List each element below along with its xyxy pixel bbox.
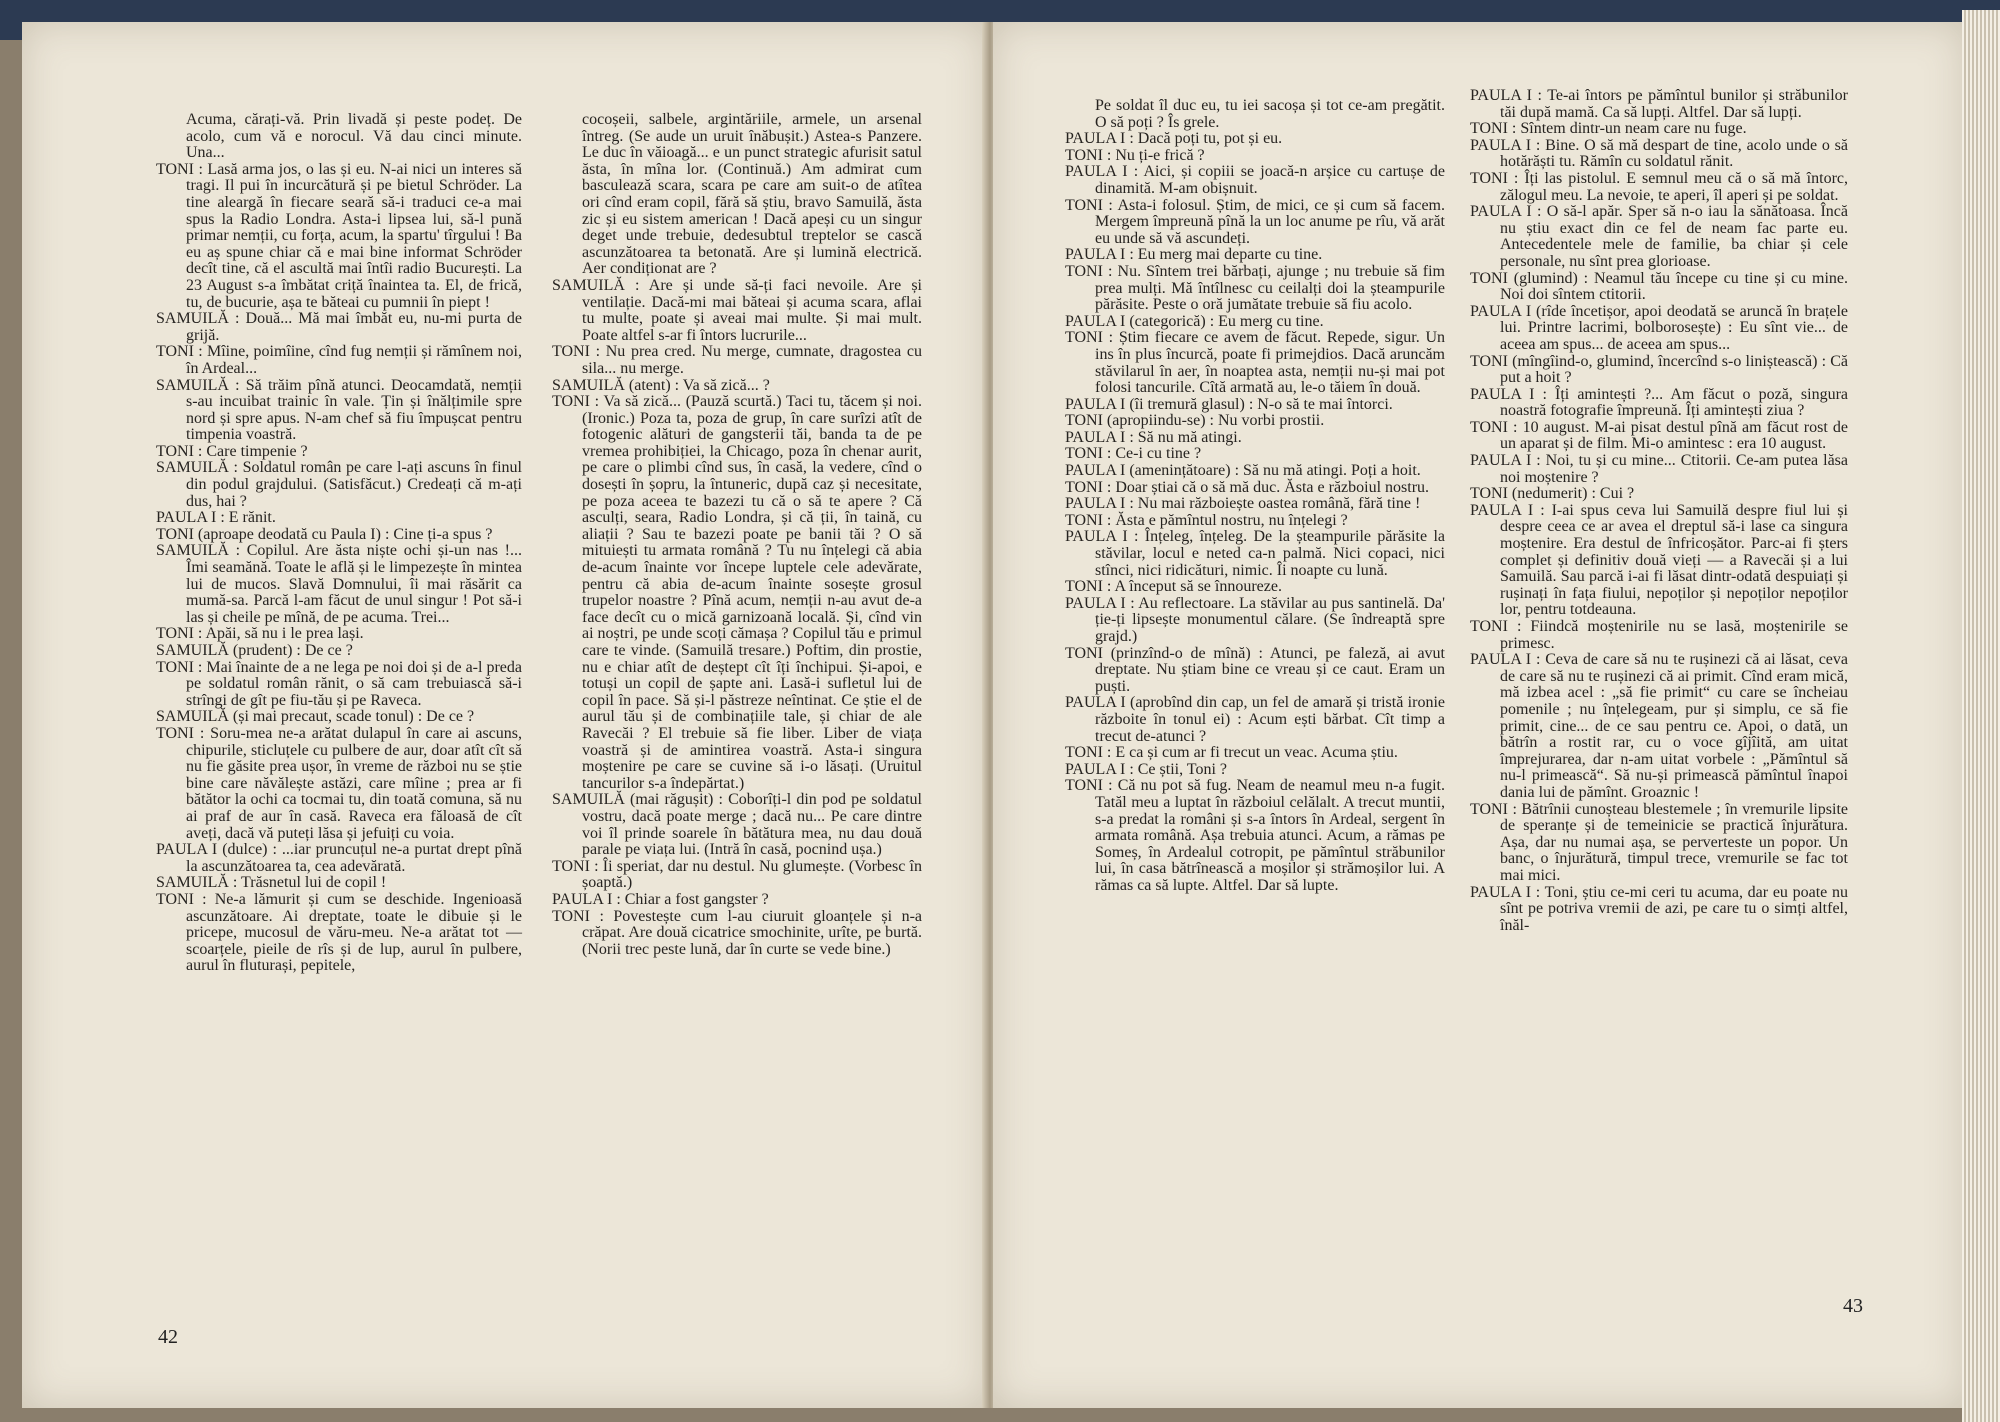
- text-paragraph: TONI : Ce-i cu tine ?: [1065, 445, 1202, 463]
- text-paragraph: TONI (mîngîind-o, glumind, încercînd s-o liniștească) : Că put a hoit ?: [1470, 352, 1848, 387]
- text-paragraph: PAULA I : Îți amintești ?... Am făcut o poză, singura noastră fotografie împreună. Îți amintești ziua ?: [1470, 385, 1848, 420]
- text-paragraph: SAMUILĂ (și mai precaut, scade tonul) : De ce ?: [156, 708, 475, 726]
- right-page: [993, 22, 1965, 1408]
- page-stack-edge: [1962, 10, 2000, 1422]
- text-paragraph: SAMUILĂ : Soldatul român pe care l-ați ascuns în finul din podul grajdului. (Satisfăcut.) Credeați că m-ați dus, hai ?: [156, 459, 522, 510]
- text-paragraph: TONI : Nu prea cred. Nu merge, cumnate, dragostea cu sila... nu merge.: [552, 343, 922, 377]
- text-paragraph: SAMUILĂ : Două... Mă mai îmbăt eu, nu-mi purta de grijă.: [156, 310, 522, 344]
- text-paragraph: TONI : Sîntem dintr-un neam care nu fuge.: [1470, 120, 1747, 138]
- text-paragraph: PAULA I : Ceva de care să nu te rușinezi că ai lăsat, ceva de care să nu te rușinezi că ai primit. Cînd eram mică, mă izbea acel : „să fie primit“ cu care se încheiau pomenile ; nu înțelegeam, pur și simplu, ce să fie primit, cine... de ce sau pentru ce. Apoi, o dată, un bătrîn a rostit rar, cu o voce gîjîită, am uitat împrejurarea, dar n-am uitat vorbele : „Pămîntul să nu-l primească“. Să nu-și primească pămîntul înapoi dania lui de pămînt. Groaznic !: [1470, 651, 1848, 801]
- text-paragraph: SAMUILĂ : Are și unde să-ți faci nevoile. Are și ventilație. Dacă-mi mai băteai și acuma scara, aflai tu multe, poate și aveai mai multe. Și mai mult. Poate altfel s-ar fi întors lucrurile...: [552, 276, 922, 344]
- text-paragraph: TONI (prinzînd-o de mînă) : Atunci, pe faleză, ai avut dreptate. Nu știam bine ce vreau și ce caut. Eram un puști.: [1065, 644, 1445, 695]
- text-paragraph: TONI : Mîine, poimîine, cînd fug nemții și rămînem noi, în Ardeal...: [156, 343, 522, 377]
- text-paragraph: SAMUILĂ : Să trăim pînă atunci. Deocamdată, nemții s-au incuibat trainic în vale. Țin și înălțimile spre nord și spre apus. N-am chef să fiu împușcat pentru timpenia voastră.: [156, 376, 522, 444]
- text-paragraph: cocoșeii, salbele, argintăriile, armele, un arsenal întreg. (Se aude un uruit înăbușit.) Astea-s Panzere. Le duc în văioagă... e un punct strategic afurisit satul ăsta, în mîna lor. (Continuă.) Am admirat cum basculează scara, scara pe care am suit-o de atîtea ori cînd eram copil, fără să știu, bravo Samuilă, ăsta zic și eu sistem american ! Dacă apeși cu un singur deget unde trebuie, dedesubtul treptelor se cască ascunzătoarea ta betonată. Are și lumină electrică. Aer condiționat are ?: [582, 111, 922, 278]
- text-paragraph: PAULA I (categorică) : Eu merg cu tine.: [1065, 312, 1324, 330]
- text-paragraph: TONI : Care timpenie ?: [156, 442, 308, 460]
- text-paragraph: PAULA I : Înțeleg, înțeleg. De la șteampurile părăsite la stăvilar, locul e neted ca-n palmă. Nici copaci, nici stînci, nici ridicături, nimic. Îi noapte cu lună.: [1065, 528, 1445, 579]
- text-paragraph: TONI : Că nu pot să fug. Neam de neamul meu n-a fugit. Tatăl meu a luptat în războiul celălalt. A trecut muntii, s-a predat la români și s-a întors în Ardeal, sergent în armata română. Așa trebuia atunci. Acum, a rămas pe Someș, în Ardealul cotropit, pe pămîntul străbunilor lui, în casa bătrînească a moșilor și strămoșilor lui. A rămas ca să lupte. Altfel. Dar să lupte.: [1065, 777, 1445, 894]
- text-paragraph: Pe soldat îl duc eu, tu iei sacoșa și tot ce-am pregătit. O să poți ? Îs grele.: [1095, 97, 1445, 131]
- page-number-right: 43: [1843, 1295, 1863, 1317]
- text-paragraph: PAULA I (aprobînd din cap, un fel de amară și tristă ironie războite în tonul ei) : Acum ești bărbat. Cît timp a trecut de-atunci ?: [1065, 694, 1445, 745]
- text-paragraph: PAULA I : I-ai spus ceva lui Samuilă despre fiul lui și despre ceea ce ar avea el dreptul să-i lase ca singura moștenire. Era destul de înfricoșător. Parc-ai fi șters complet și definitiv două vieți — a Ravecăi și a lui Samuilă. Sau parcă i-ai fi lăsat dintr-odată despuiați și rușinați în fața fiului, nepoților și nepoților nepoților lor, pentru totdeauna.: [1470, 501, 1848, 619]
- text-paragraph: PAULA I : E rănit.: [156, 509, 276, 527]
- text-paragraph: PAULA I (amenințătoare) : Să nu mă atingi. Poți a hoit.: [1065, 462, 1421, 480]
- text-paragraph: PAULA I (rîde încetișor, apoi deodată se aruncă în brațele lui. Printre lacrimi, bolborosește) : Eu sînt vie... de aceea am spus... de aceea am spus...: [1470, 302, 1848, 353]
- text-paragraph: TONI : Știm fiecare ce avem de făcut. Repede, sigur. Un ins în plus încurcă, poate fi primejdios. Dacă aruncăm stăvilarul în aer, în noaptea asta, nemții nu-și mai pot folosi tancurile. Cîtă armată au, le-o tăiem în două.: [1065, 329, 1445, 397]
- left-page-column-1: [156, 112, 522, 975]
- text-paragraph: PAULA I : Ce știi, Toni ?: [1065, 760, 1228, 778]
- text-paragraph: TONI (apropiindu-se) : Nu vorbi prostii.: [1065, 412, 1325, 430]
- text-paragraph: TONI : Îi speriat, dar nu destul. Nu glumește. (Vorbesc în șoaptă.): [552, 857, 922, 892]
- text-paragraph: TONI : Lasă arma jos, o las și eu. N-ai nici un interes să tragi. Il pui în incurcătură și pe bietul Schröder. La tine aleargă în fiecare seară să-i traduci ce-a mai spus la Radio Londra. Asta-i lipsea lui, să-l pună primar nemții, cu forța, acum, la spartu' tîrgului ! Ba eu aș spune chiar că e mai bine informat Schröder decît tine, că el ascultă mai întîi radio București. La 23 August s-a îmbătat criță înaintea ta. El, de frică, tu, de bucurie, așa te băteai cu pumnii în piept !: [156, 160, 522, 311]
- text-paragraph: SAMUILĂ : Trăsnetul lui de copil !: [156, 874, 387, 892]
- text-paragraph: TONI : Va să zică... (Pauză scurtă.) Taci tu, tăcem și noi. (Ironic.) Poza ta, poza de grup, în care surîzi atît de fotogenic alături de gangsterii tăi, banda ta de pe vremea prohibiției, la Chicago, poza în chenar aurit, pe care o plimbi cînd sus, în casă, la vedere, cînd o dosești în șopru, la întuneric, după caz și necesitate, pe poza aceea te bazezi tu că o să te apere ? Că asculți, seara, Radio Londra, și că ții, în taină, cu aliații ? Sau te bazezi poate pe banii tăi ? O să mituiești tu armata română ? Tu nu înțelegi că abia de-acum înainte vor începe luptele cele adevărate, pentru că abia de-acum înainte sosește grosul trupelor noastre ? Pînă acum, nemții n-au avut de-a face decît cu o mică garnizoană locală. Și, cînd vin ai noștri, pe unde scoți cămașa ? Copilul tău e primul care te vinde. (Samuilă tresare.) Poftim, din prostie, nu e chiar atît de deștept cît îți închipui. Și-apoi, e totuși un copil de șapte ani. Lasă-i sufletul lui de copil în pace. Să și-l păstreze neîntinat. Ce știe el de aurul tău și de combinațiile tale, și chiar de ale Ravecăi ? El trebuie să fie liber. Liber de viața voastră și de amintirea voastră. Asta-i singura moștenire pe care se cuvine să i-o lăsați. (Uruitul tancurilor s-a îndepărtat.): [552, 393, 922, 792]
- text-paragraph: TONI : Doar știai că o să mă duc. Ăsta e războiul nostru.: [1065, 478, 1430, 496]
- text-paragraph: TONI : Ne-a lămurit și cum se deschide. Ingenioasă ascunzătoare. Ai dreptate, toate le dibuie și le pricepe, mucosul de văru-meu. Ne-a arătat tot — scoarțele, pieile de rîs și de lup, aurul în pulbere, aurul în fluturași, pepitele,: [156, 890, 522, 975]
- text-paragraph: SAMUILĂ : Copilul. Are ăsta niște ochi și-un nas !... Îmi seamănă. Toate le află și le limpezește în mintea lui de mucos. Slavă Domnului, îi mai răsărit ca mumă-sa. Parcă l-am făcut de unul singur ! Pot să-i las și cheile pe mînă, de pe acuma. Trei...: [156, 542, 522, 626]
- text-paragraph: TONI : Bătrînii cunoșteau blestemele ; în vremurile lipsite de speranțe și de temeinicie se practică înjurătura. Așa, dar nu numai așa, se perverteste un popor. Un banc, o înjurătură, timpul trece, vremurile se fac tot mai mici.: [1470, 800, 1848, 884]
- text-paragraph: TONI : Soru-mea ne-a arătat dulapul în care ai ascuns, chipurile, sticluțele cu pulbere de aur, doar atît cît să nu fie găsite prea ușor, în vreme de război nu se știe bine care năvălește astăzi, care mîine ; prea ar fi bătător la ochi ca tocmai tu, din toată comuna, să nu ai praf de aur în casă. Raveca era făloasă de cît aveți, dacă vă puteți lăsa și jefuiți cu voia.: [156, 724, 522, 842]
- text-paragraph: PAULA I : Nu mai războiește oastea română, fără tine !: [1065, 495, 1421, 513]
- text-paragraph: TONI : Nu ți-e frică ?: [1065, 146, 1205, 164]
- text-paragraph: PAULA I : Au reflectoare. La stăvilar au pus santinelă. Da' ție-ți lipsește monumentul călare. (Se îndreaptă spre grajd.): [1065, 594, 1445, 645]
- text-paragraph: SAMUILĂ (atent) : Va să zică... ?: [552, 376, 770, 394]
- text-paragraph: TONI : Ăsta e pămîntul nostru, nu înțelegi ?: [1065, 511, 1348, 529]
- text-paragraph: PAULA I : Bine. O să mă despart de tine, acolo unde o să hotărăști tu. Rămîn cu soldatul rănit.: [1470, 136, 1848, 171]
- text-paragraph: PAULA I (dulce) : ...iar pruncuțul ne-a purtat drept pînă la ascunzătoarea ta, cea adevărată.: [156, 841, 522, 875]
- text-paragraph: TONI : Îți las pistolul. E semnul meu că o să mă întorc, zălogul meu. La nevoie, te aperi, îl aperi și pe soldat.: [1470, 169, 1848, 204]
- text-paragraph: PAULA I : Noi, tu și cu mine... Ctitorii. Ce-am putea lăsa noi moștenire ?: [1470, 452, 1848, 486]
- text-paragraph: TONI (aproape deodată cu Paula I) : Cine ți-a spus ?: [156, 525, 493, 543]
- text-paragraph: TONI : Fiindcă moștenirile nu se lasă, moștenirile se primesc.: [1470, 618, 1848, 652]
- text-paragraph: TONI : Apăi, să nu i le prea lași.: [156, 625, 364, 643]
- text-paragraph: TONI : A început să se înnoureze.: [1065, 578, 1282, 596]
- text-paragraph: PAULA I : Te-ai întors pe pămîntul bunilor și străbunilor tăi după mamă. Ca să lupți. Altfel. Dar să lupți.: [1470, 87, 1848, 121]
- right-page-column-1: [1065, 98, 1445, 895]
- text-paragraph: TONI (nedumerit) : Cui ?: [1470, 485, 1635, 503]
- text-paragraph: TONI (glumind) : Neamul tău începe cu tine și cu mine. Noi doi sîntem ctitorii.: [1470, 269, 1848, 304]
- page-number-left: 42: [158, 1326, 178, 1348]
- text-paragraph: PAULA I : Să nu mă atingi.: [1065, 428, 1242, 446]
- text-paragraph: PAULA I : Chiar a fost gangster ?: [552, 890, 769, 908]
- left-page: [22, 22, 987, 1408]
- left-page-column-2: [552, 112, 922, 958]
- text-paragraph: TONI : E ca și cum ar fi trecut un veac. Acuma știu.: [1065, 744, 1398, 762]
- text-paragraph: PAULA I (îi tremură glasul) : N-o să te mai întorci.: [1065, 395, 1393, 413]
- text-paragraph: SAMUILĂ (prudent) : De ce ?: [156, 642, 353, 659]
- text-paragraph: TONI : 10 august. M-ai pisat destul pînă am făcut rost de un aparat și de film. Mi-o amintesc : era 10 august.: [1470, 418, 1848, 453]
- text-paragraph: SAMUILĂ (mai răgușit) : Coborîți-l din pod pe soldatul vostru, dacă poate merge ; dacă nu... Pe care dintre voi îl prinde soarele în bătătura mea, nu dau două parale pe viața lui. (Intră în casă, pocnind ușa.): [552, 791, 922, 859]
- text-paragraph: PAULA I : Aici, și copiii se joacă-n arșice cu cartușe de dinamită. M-am obișnuit.: [1065, 163, 1445, 197]
- text-paragraph: PAULA I : Toni, știu ce-mi ceri tu acuma, dar eu poate nu sînt pe potriva vremii de azi, pe care tu o simți altfel, înăl-: [1470, 883, 1848, 934]
- text-paragraph: TONI : Mai înainte de a ne lega pe noi doi și de a-l preda pe soldatul român rănit, o să cam trebuiască să-i strîngi de gît pe fiu-tău și pe Raveca.: [156, 658, 522, 709]
- text-paragraph: PAULA I : Dacă poți tu, pot și eu.: [1065, 130, 1283, 148]
- text-paragraph: Acuma, cărați-vă. Prin livadă și peste podeț. De acolo, cum vă e norocul. Vă dau cinci minute. Una...: [186, 111, 522, 162]
- text-paragraph: TONI : Asta-i folosul. Știm, de mici, ce și cum să facem. Mergem împreună pînă la un loc anume pe rîu, vă arăt eu unde să vă ascundeți.: [1065, 196, 1445, 247]
- right-page-column-2: [1470, 88, 1848, 934]
- text-paragraph: PAULA I : O să-l apăr. Sper să n-o iau la sănătoasa. Încă nu știu exact din ce fel de neam fac parte eu. Antecedentele mele de familie, ba chiar și cele personale, nu sînt prea glorioase.: [1470, 203, 1848, 270]
- text-paragraph: PAULA I : Eu merg mai departe cu tine.: [1065, 246, 1323, 264]
- text-paragraph: TONI : Nu. Sîntem trei bărbați, ajunge ; nu trebuie să fim prea mulți. Mă întîlnesc cu ceilalți doi la șteampurile părăsite. Peste o oră jumătate trebuie să fiu acolo.: [1065, 262, 1445, 314]
- text-paragraph: TONI : Povestește cum l-au ciuruit gloanțele și n-a crăpat. Are două cicatrice smochinite, urîte, pe burtă. (Norii trec peste lună, dar în curte se vede bine.): [552, 907, 922, 958]
